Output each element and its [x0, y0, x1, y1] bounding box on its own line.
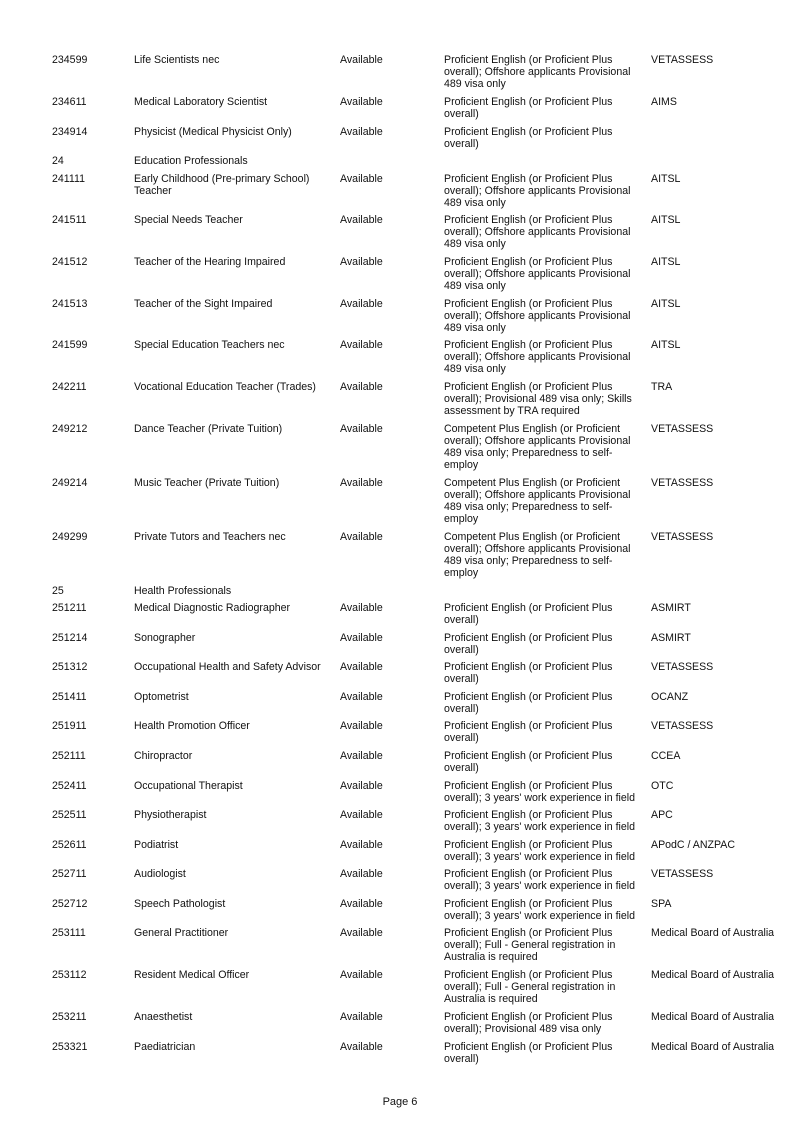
- requirements-text: Proficient English (or Proficient Plus overall): [444, 96, 613, 120]
- assessing-authority: CCEA: [651, 750, 681, 762]
- occupation-title: Education Professionals: [134, 155, 248, 167]
- occupation-code: 249214: [52, 477, 88, 489]
- occupation-code: 252511: [52, 809, 87, 821]
- occupation-code: 252111: [52, 750, 86, 762]
- assessing-authority: ASMIRT: [651, 632, 691, 644]
- requirements-text: Proficient English (or Proficient Plus overall): [444, 1041, 613, 1065]
- availability-status: Available: [340, 809, 383, 821]
- occupation-title: Medical Laboratory Scientist: [134, 96, 268, 108]
- availability-status: Available: [340, 632, 383, 644]
- requirements-text: Proficient English (or Proficient Plus overall): [444, 602, 613, 626]
- occupation-code: 251911: [52, 720, 87, 732]
- availability-status: Available: [340, 54, 383, 66]
- assessing-authority: AITSL: [651, 256, 681, 268]
- assessing-authority: AITSL: [651, 173, 681, 185]
- page-number: Page 6: [382, 1096, 418, 1108]
- occupation-code: 253211: [52, 1011, 87, 1023]
- availability-status: Available: [340, 602, 383, 614]
- occupation-title: Early Childhood (Pre-primary School) Teacher: [134, 173, 310, 197]
- occupation-title: Teacher of the Hearing Impaired: [134, 256, 286, 268]
- requirements-text: Proficient English (or Proficient Plus overall); 3 years' work experience in field: [444, 809, 636, 833]
- assessing-authority: AITSL: [651, 339, 681, 351]
- occupation-code: 252611: [52, 839, 87, 851]
- requirements-text: Competent Plus English (or Proficient overall); Offshore applicants Provisional 489 visa only; Preparedness to self-employ: [444, 531, 631, 579]
- occupation-code: 251211: [52, 602, 87, 614]
- availability-status: Available: [340, 1011, 383, 1023]
- occupation-title: Optometrist: [134, 691, 189, 703]
- assessing-authority: AITSL: [651, 298, 681, 310]
- occupation-code: 252411: [52, 780, 87, 792]
- occupation-code: 253321: [52, 1041, 88, 1053]
- occupation-title: Speech Pathologist: [134, 898, 226, 910]
- requirements-text: Proficient English (or Proficient Plus overall); Offshore applicants Provisional 489 visa only: [444, 54, 631, 90]
- assessing-authority: VETASSESS: [651, 54, 714, 66]
- occupation-code: 241111: [52, 173, 85, 185]
- occupation-code: 241513: [52, 298, 88, 310]
- availability-status: Available: [340, 173, 383, 185]
- occupation-code: 241599: [52, 339, 88, 351]
- requirements-text: Proficient English (or Proficient Plus overall): [444, 750, 613, 774]
- availability-status: Available: [340, 126, 383, 138]
- occupation-title: Resident Medical Officer: [134, 969, 250, 981]
- occupation-title: Medical Diagnostic Radiographer: [134, 602, 291, 614]
- occupation-code: 249299: [52, 531, 88, 543]
- requirements-text: Proficient English (or Proficient Plus overall): [444, 632, 613, 656]
- availability-status: Available: [340, 96, 383, 108]
- assessing-authority: AIMS: [651, 96, 677, 108]
- availability-status: Available: [340, 691, 383, 703]
- assessing-authority: VETASSESS: [651, 868, 714, 880]
- occupation-title: Sonographer: [134, 632, 196, 644]
- occupation-title: Audiologist: [134, 868, 186, 880]
- occupation-title: Occupational Health and Safety Advisor: [134, 661, 321, 673]
- availability-status: Available: [340, 720, 383, 732]
- requirements-text: Proficient English (or Proficient Plus overall); 3 years' work experience in field: [444, 839, 636, 863]
- assessing-authority: VETASSESS: [651, 423, 714, 435]
- requirements-text: Proficient English (or Proficient Plus overall); Offshore applicants Provisional 489 visa only: [444, 173, 631, 209]
- occupation-title: Anaesthetist: [134, 1011, 193, 1023]
- occupation-title: Vocational Education Teacher (Trades): [134, 381, 316, 393]
- requirements-text: Proficient English (or Proficient Plus overall): [444, 126, 613, 150]
- requirements-text: Proficient English (or Proficient Plus overall); Offshore applicants Provisional 489 visa only: [444, 256, 631, 292]
- occupation-code: 252711: [52, 868, 87, 880]
- availability-status: Available: [340, 1041, 383, 1053]
- occupation-title: General Practitioner: [134, 927, 229, 939]
- occupation-title: Life Scientists nec: [134, 54, 220, 66]
- requirements-text: Proficient English (or Proficient Plus overall); Full - General registration in Australia is required: [444, 969, 616, 1005]
- occupation-title: Chiropractor: [134, 750, 193, 762]
- assessing-authority: Medical Board of Australia: [651, 1041, 775, 1053]
- availability-status: Available: [340, 780, 383, 792]
- availability-status: Available: [340, 256, 383, 268]
- availability-status: Available: [340, 969, 383, 981]
- occupation-code: 234914: [52, 126, 88, 138]
- occupation-code: 242211: [52, 381, 87, 393]
- availability-status: Available: [340, 214, 383, 226]
- requirements-text: Proficient English (or Proficient Plus overall); 3 years' work experience in field: [444, 868, 636, 892]
- occupation-code: 251312: [52, 661, 88, 673]
- requirements-text: Proficient English (or Proficient Plus overall): [444, 720, 613, 744]
- availability-status: Available: [340, 423, 383, 435]
- availability-status: Available: [340, 750, 383, 762]
- occupation-code: 24: [52, 155, 64, 167]
- requirements-text: Proficient English (or Proficient Plus overall); Offshore applicants Provisional 489 visa only: [444, 214, 631, 250]
- occupation-code: 253112: [52, 969, 87, 981]
- occupation-title: Special Education Teachers nec: [134, 339, 285, 351]
- requirements-text: Proficient English (or Proficient Plus overall); Provisional 489 visa only: [444, 1011, 613, 1035]
- occupation-title: Podiatrist: [134, 839, 179, 851]
- requirements-text: Proficient English (or Proficient Plus overall); Full - General registration in Australia is required: [444, 927, 616, 963]
- availability-status: Available: [340, 661, 383, 673]
- occupation-code: 252712: [52, 898, 88, 910]
- assessing-authority: ASMIRT: [651, 602, 691, 614]
- assessing-authority: Medical Board of Australia: [651, 927, 775, 939]
- assessing-authority: Medical Board of Australia: [651, 1011, 775, 1023]
- occupation-code: 251411: [52, 691, 87, 703]
- occupation-title: Teacher of the Sight Impaired: [134, 298, 273, 310]
- assessing-authority: SPA: [651, 898, 672, 910]
- assessing-authority: APodC / ANZPAC: [651, 839, 735, 851]
- assessing-authority: AITSL: [651, 214, 681, 226]
- requirements-text: Proficient English (or Proficient Plus overall); 3 years' work experience in field: [444, 898, 636, 922]
- requirements-text: Proficient English (or Proficient Plus overall); Provisional 489 visa only; Skills assessment by TRA required: [444, 381, 632, 417]
- occupation-title: Dance Teacher (Private Tuition): [134, 423, 283, 435]
- availability-status: Available: [340, 477, 383, 489]
- availability-status: Available: [340, 381, 383, 393]
- occupation-title: Physiotherapist: [134, 809, 207, 821]
- occupation-title: Special Needs Teacher: [134, 214, 243, 226]
- availability-status: Available: [340, 868, 383, 880]
- requirements-text: Proficient English (or Proficient Plus overall): [444, 661, 613, 685]
- requirements-text: Proficient English (or Proficient Plus overall); Offshore applicants Provisional 489 visa only: [444, 339, 631, 375]
- assessing-authority: VETASSESS: [651, 531, 714, 543]
- occupation-code: 234599: [52, 54, 88, 66]
- occupation-code: 241512: [52, 256, 88, 268]
- occupation-title: Health Professionals: [134, 585, 232, 597]
- occupation-title: Physicist (Medical Physicist Only): [134, 126, 292, 138]
- occupation-code: 234611: [52, 96, 87, 108]
- occupation-title: Health Promotion Officer: [134, 720, 250, 732]
- requirements-text: Proficient English (or Proficient Plus overall); Offshore applicants Provisional 489 visa only: [444, 298, 631, 334]
- availability-status: Available: [340, 339, 383, 351]
- assessing-authority: TRA: [651, 381, 673, 393]
- occupation-title: Occupational Therapist: [134, 780, 243, 792]
- occupation-code: 25: [52, 585, 64, 597]
- availability-status: Available: [340, 927, 383, 939]
- occupation-code: 253111: [52, 927, 86, 939]
- requirements-text: Proficient English (or Proficient Plus overall): [444, 691, 613, 715]
- occupation-code: 251214: [52, 632, 88, 644]
- occupation-code: 249212: [52, 423, 88, 435]
- assessing-authority: Medical Board of Australia: [651, 969, 775, 981]
- occupation-code: 241511: [52, 214, 87, 226]
- assessing-authority: OCANZ: [651, 691, 689, 703]
- requirements-text: Competent Plus English (or Proficient overall); Offshore applicants Provisional 489 visa only; Preparedness to self-employ: [444, 423, 631, 471]
- availability-status: Available: [340, 531, 383, 543]
- assessing-authority: OTC: [651, 780, 674, 792]
- availability-status: Available: [340, 898, 383, 910]
- occupation-title: Music Teacher (Private Tuition): [134, 477, 280, 489]
- assessing-authority: VETASSESS: [651, 477, 714, 489]
- occupation-title: Private Tutors and Teachers nec: [134, 531, 286, 543]
- requirements-text: Competent Plus English (or Proficient overall); Offshore applicants Provisional 489 visa only; Preparedness to self-employ: [444, 477, 631, 525]
- availability-status: Available: [340, 298, 383, 310]
- availability-status: Available: [340, 839, 383, 851]
- requirements-text: Proficient English (or Proficient Plus overall); 3 years' work experience in field: [444, 780, 636, 804]
- assessing-authority: APC: [651, 809, 673, 821]
- occupation-title: Paediatrician: [134, 1041, 196, 1053]
- assessing-authority: VETASSESS: [651, 661, 714, 673]
- assessing-authority: VETASSESS: [651, 720, 714, 732]
